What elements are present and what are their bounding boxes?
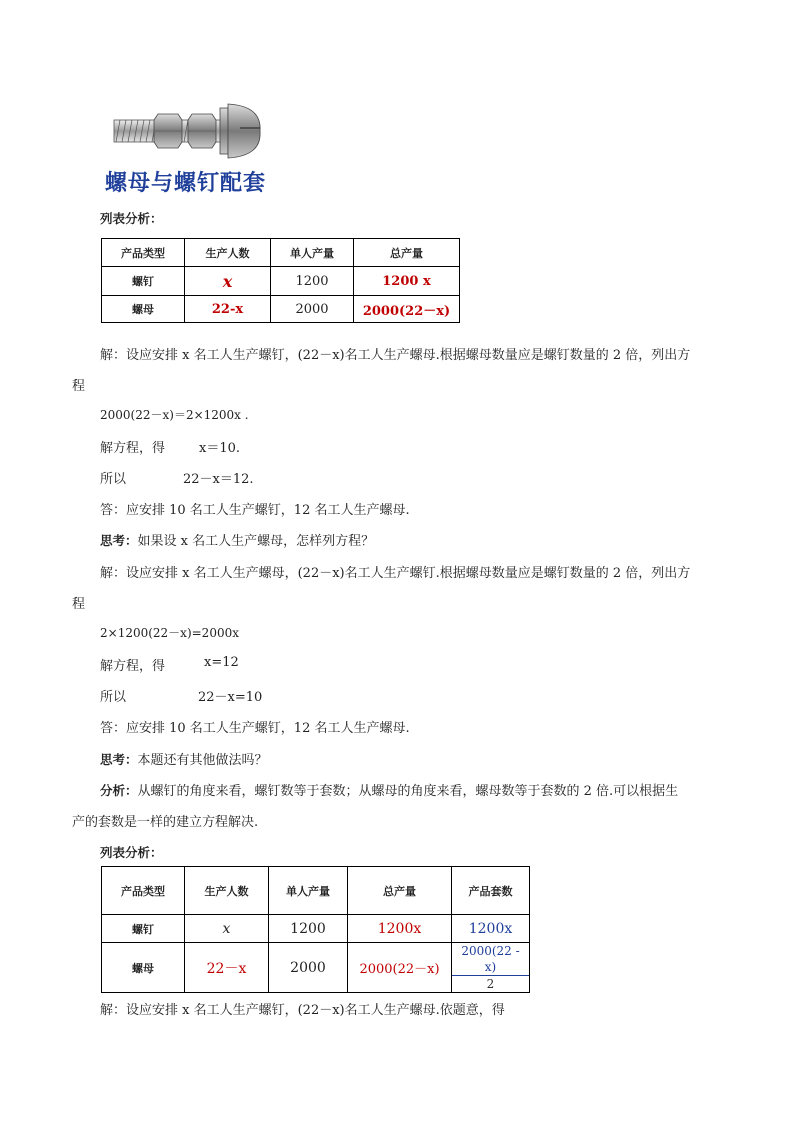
cell-output-per-person: 1200 bbox=[269, 915, 348, 943]
header-product-type: 产品类型 bbox=[102, 867, 185, 915]
cell-workers: x bbox=[185, 915, 269, 943]
think-2-text: 本题还有其他做法吗？ bbox=[137, 753, 268, 768]
solution-2-line-2: 程 bbox=[72, 597, 86, 612]
solution-1-answer: 答：应安排 10 名工人生产螺钉，12 名工人生产螺母. bbox=[100, 503, 410, 518]
cell-output-per-person: 1200 bbox=[271, 267, 354, 296]
table-row bbox=[102, 267, 460, 296]
solution-2-line-1: 解：设应安排 x 名工人生产螺母，(22－x)名工人生产螺钉.根据螺母数量应是螺钉数量的 2 倍，列出方 bbox=[100, 566, 691, 581]
page-title: 螺母与螺钉配套 bbox=[105, 171, 267, 196]
header-total-output: 总产量 bbox=[354, 239, 460, 267]
cell-output-per-person: 2000 bbox=[269, 943, 348, 993]
cell-total-output: 2000(22－x) bbox=[348, 943, 452, 993]
table-analysis-heading-2: 列表分析： bbox=[100, 845, 163, 860]
fraction bbox=[452, 943, 529, 992]
solution-1-so-label: 所以 bbox=[100, 472, 127, 487]
fraction-numerator: 2000(22 - x) bbox=[452, 943, 529, 976]
solution-2-equation: 2×1200(22－x)=2000x bbox=[100, 626, 239, 640]
table-row bbox=[102, 915, 530, 943]
analysis-label: 分析： bbox=[100, 783, 138, 798]
cell-total-output: 1200 x bbox=[354, 267, 460, 296]
table-row bbox=[102, 296, 460, 323]
cell-product: 螺钉 bbox=[102, 267, 185, 296]
think-1 bbox=[100, 530, 374, 549]
solution-1-line-1: 解：设应安排 x 名工人生产螺钉，(22－x)名工人生产螺母.根据螺母数量应是螺钉数量的 2 倍，列出方 bbox=[100, 348, 691, 363]
cell-total-output: 1200x bbox=[348, 915, 452, 943]
cell-product: 螺母 bbox=[102, 943, 185, 993]
cell-product: 螺母 bbox=[102, 296, 185, 323]
analysis-line-1 bbox=[100, 780, 678, 799]
cell-product-sets: 1200x bbox=[452, 915, 530, 943]
bolt-and-nut-illustration bbox=[112, 98, 262, 166]
solution-2-solve-value: x=12 bbox=[204, 655, 239, 670]
solution-2-solve-label: 解方程，得 bbox=[100, 659, 166, 674]
solution-2-so-label: 所以 bbox=[100, 690, 127, 705]
solution-3-line-1: 解：设应安排 x 名工人生产螺钉，(22－x)名工人生产螺母.依题意，得 bbox=[100, 1003, 505, 1018]
header-total-output: 总产量 bbox=[348, 867, 452, 915]
header-product-sets: 产品套数 bbox=[452, 867, 530, 915]
header-workers: 生产人数 bbox=[185, 239, 271, 267]
header-output-per-person: 单人产量 bbox=[271, 239, 354, 267]
cell-output-per-person: 2000 bbox=[271, 296, 354, 323]
header-product-type: 产品类型 bbox=[102, 239, 185, 267]
production-table-2 bbox=[101, 866, 530, 993]
cell-workers: 22－x bbox=[185, 943, 269, 993]
cell-workers: 22-x bbox=[185, 296, 271, 323]
think-1-label: 思考： bbox=[100, 533, 138, 548]
cell-workers: x bbox=[185, 267, 271, 296]
fraction-denominator: 2 bbox=[486, 977, 495, 991]
solution-2-answer: 答：应安排 10 名工人生产螺钉，12 名工人生产螺母. bbox=[100, 721, 410, 736]
production-table-1 bbox=[101, 238, 460, 323]
cell-product: 螺钉 bbox=[102, 915, 185, 943]
think-1-text: 如果设 x 名工人生产螺母，怎样列方程？ bbox=[137, 534, 375, 549]
table-row bbox=[102, 943, 530, 993]
think-2-label: 思考： bbox=[100, 752, 138, 767]
solution-1-line-2: 程 bbox=[72, 379, 86, 394]
header-workers: 生产人数 bbox=[185, 867, 269, 915]
solution-2-so-value: 22－x=10 bbox=[198, 690, 263, 705]
analysis-line-2: 产的套数是一样的建立方程解决. bbox=[72, 815, 259, 830]
think-2 bbox=[100, 749, 268, 768]
table-analysis-heading: 列表分析： bbox=[100, 211, 163, 226]
solution-1-solve-value: x＝10. bbox=[199, 441, 241, 456]
cell-product-sets bbox=[452, 943, 530, 993]
solution-1-solve-label: 解方程，得 bbox=[100, 441, 166, 456]
solution-1-so-value: 22－x＝12. bbox=[183, 472, 254, 487]
analysis-text: 从螺钉的角度来看，螺钉数等于套数；从螺母的角度来看，螺母数等于套数的 2 倍.可以根据生 bbox=[137, 784, 679, 799]
cell-total-output: 2000(22－x) bbox=[354, 296, 460, 323]
header-output-per-person: 单人产量 bbox=[269, 867, 348, 915]
solution-1-equation: 2000(22－x)＝2×1200x . bbox=[100, 408, 249, 422]
